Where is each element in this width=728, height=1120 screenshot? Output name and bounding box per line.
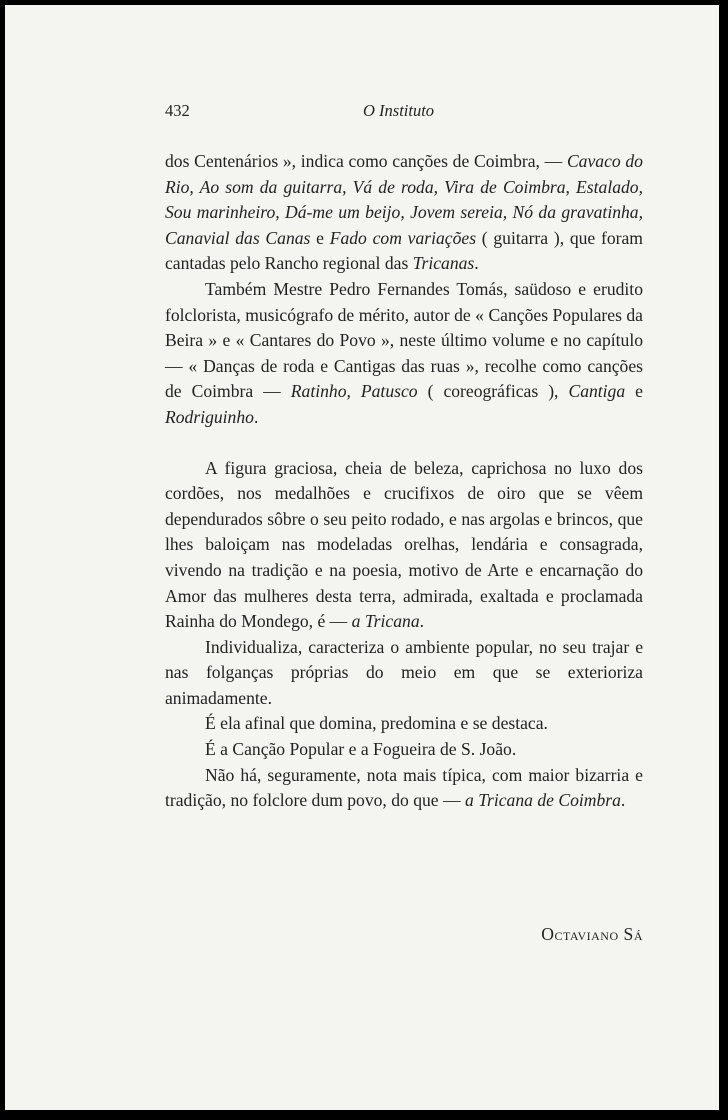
paragraph-2-song-rodriguinho: Rodriguinho [165,406,254,427]
paragraph-3-tricana: a Tricana [351,611,420,632]
paragraph-3-text-1: A figura graciosa, cheia de beleza, caprichosa no luxo dos cordões, nos medalhões e crucifixos de oiro que se vêem dependurados sôbre o seu peito rodado, e nas argolas e brincos, que lhes baloiçam nas modeladas orelhas, lendária e consagrada, vivendo na tradição e na poesia, motivo de Arte e encarnação do Amor das mulheres desta terra, admirada, exaltada e proclamada Rainha do Mondego, é — [165,457,643,632]
paragraph-3 [165,456,643,635]
page-header [165,98,643,120]
paragraph-2-song-cantiga: Cantiga [568,381,626,402]
paragraph-1-text-3: ( guitarra ), que foram cantadas pelo Rancho regional das [165,227,643,274]
paragraph-2 [165,277,643,431]
paragraph-7-text-2: . [620,790,626,811]
paragraph-2-text-3: e [625,381,643,402]
paragraph-1-text-2: e [310,227,330,248]
paragraph-1-text-1: dos Centenários », indica como canções de Coimbra, — [165,151,567,171]
running-title: O Instituto [363,101,435,120]
paragraph-6: É a Canção Popular e a Fogueira de S. João. [205,739,517,760]
paragraph-1-tricanas: Tricanas [412,253,475,274]
body-text [165,149,643,814]
paragraph-5: É ela afinal que domina, predomina e se destaca. [205,713,548,734]
author-signature: Octaviano Sá [541,924,643,944]
paragraph-2-text-1: Também Mestre Pedro Fernandes Tomás, saüdoso e erudito folclorista, musicógrafo de mérito, autor de « Canções Populares da Beira » e « Cantares do Povo », neste último volume e no capítulo — « Danças de roda e Cantigas das ruas », recolhe como canções de Coimbra — [165,278,643,402]
paragraph-1-song-list: Cavaco do Rio, Ao som da guitarra, Vá de roda, Vira de Coimbra, Estalado, Sou marinheiro, Dá-me um beijo, Jovem sereia, Nó da gravatinha, Canavial das Canas [165,151,643,248]
paragraph-1 [165,149,643,277]
paragraph-2-text-2: ( coreográficas ), [417,381,569,402]
page-number: 432 [165,101,190,120]
paragraph-7-text-1: Não há, seguramente, nota mais típica, com maior bizarria e tradição, no folclore dum povo, do que — [165,764,643,811]
paragraph-3-text-2: . [419,611,425,632]
paragraph-7 [165,763,643,814]
paragraph-1-text-4: . [474,253,479,274]
book-page [5,5,719,1110]
paragraph-2-songs-1: Ratinho, Patusco [290,381,418,402]
paragraph-4: Individualiza, caracteriza o ambiente popular, no seu trajar e nas folganças próprias do meio em que se exterioriza animadamente. [165,636,643,708]
paragraph-2-text-4: . [253,406,259,427]
paragraph-7-tricana-de-coimbra: a Tricana de Coimbra [465,790,621,811]
paragraph-1-song-fado: Fado com variações [329,227,477,248]
